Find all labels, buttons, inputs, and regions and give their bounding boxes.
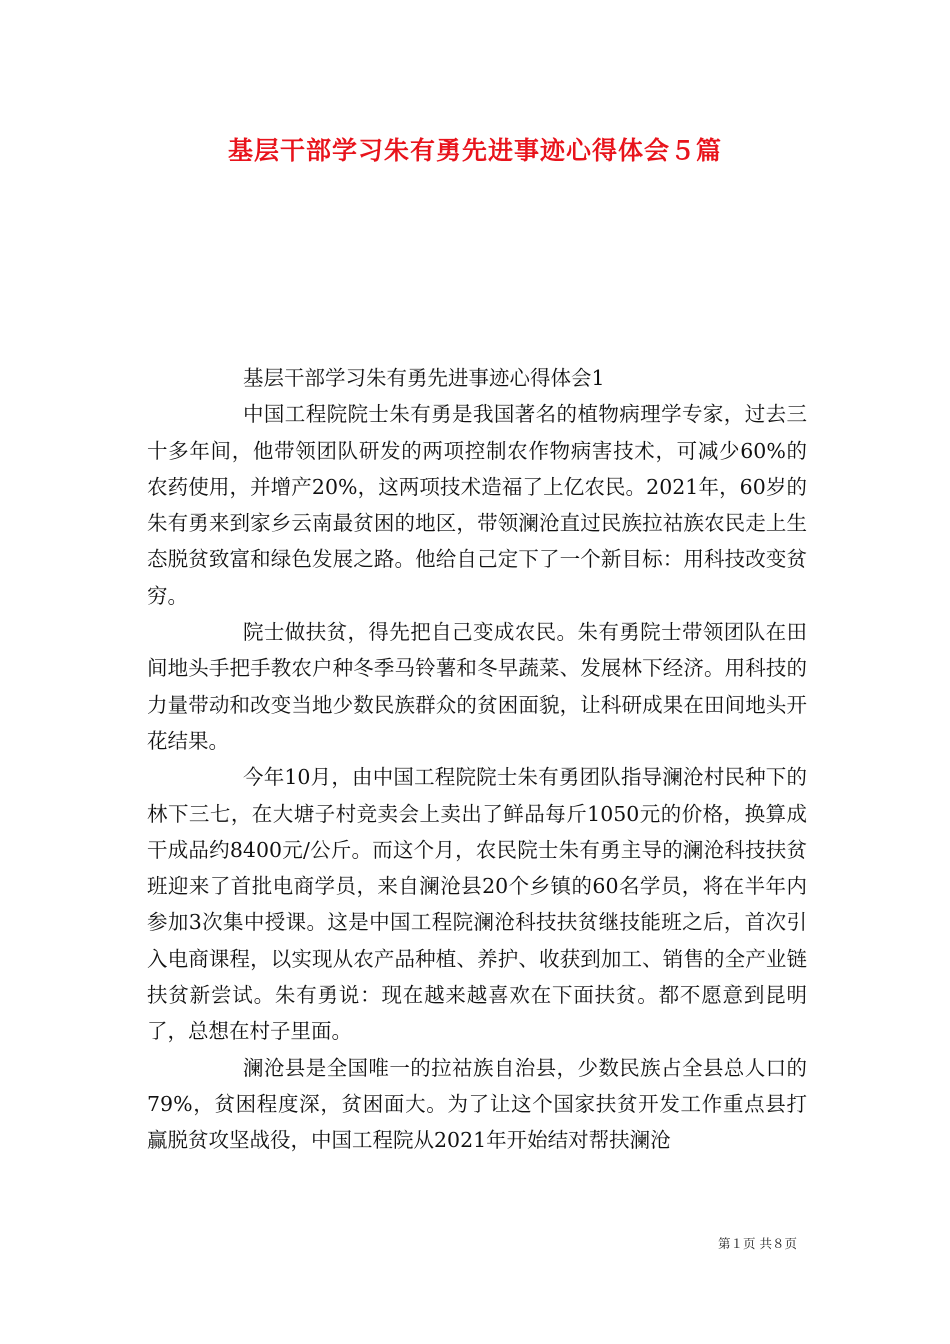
document-body — [147, 360, 807, 1159]
paragraph-3: 今年10月，由中国工程院院士朱有勇团队指导澜沧村民种下的林下三七，在大塘子村竞卖会上卖出了鲜品每斤1050元的价格，换算成干成品约8400元/公斤。而这个月，农民院士朱有勇主导的澜沧科技扶贫班迎来了首批电商学员，来自澜沧县20个乡镇的60名学员，将在半年内参加3次集中授课。这是中国工程院澜沧科技扶贫继技能班之后，首次引入电商课程，以实现从农产品种植、养护、收获到加工、销售的全产业链扶贫新尝试。朱有勇说：现在越来越喜欢在下面扶贫。都不愿意到昆明了，总想在村子里面。 — [147, 765, 807, 1044]
section-heading: 基层干部学习朱有勇先进事迹心得体会1 — [243, 366, 605, 390]
paragraph-4: 澜沧县是全国唯一的拉祜族自治县，少数民族占全县总人口的79%，贫困程度深，贫困面大。为了让这个国家扶贫开发工作重点县打赢脱贫攻坚战役，中国工程院从2021年开始结对帮扶澜沧 — [147, 1055, 807, 1153]
paragraph-1: 中国工程院院士朱有勇是我国著名的植物病理学专家，过去三十多年间，他带领团队研发的两项控制农作物病害技术，可减少60%的农药使用，并增产20%，这两项技术造福了上亿农民。2021年，60岁的朱有勇来到家乡云南最贫困的地区，带领澜沧直过民族拉祜族农民走上生态脱贫致富和绿色发展之路。他给自己定下了一个新目标：用科技改变贫穷。 — [147, 402, 807, 608]
page-number-footer: 第１页 共８页 — [718, 1236, 797, 1251]
paragraph-2: 院士做扶贫，得先把自己变成农民。朱有勇院士带领团队在田间地头手把手教农户种冬季马铃薯和冬早蔬菜、发展林下经济。用科技的力量带动和改变当地少数民族群众的贫困面貌，让科研成果在田间地头开花结果。 — [147, 620, 807, 753]
document-title: 基层干部学习朱有勇先进事迹心得体会５篇 — [227, 136, 722, 165]
